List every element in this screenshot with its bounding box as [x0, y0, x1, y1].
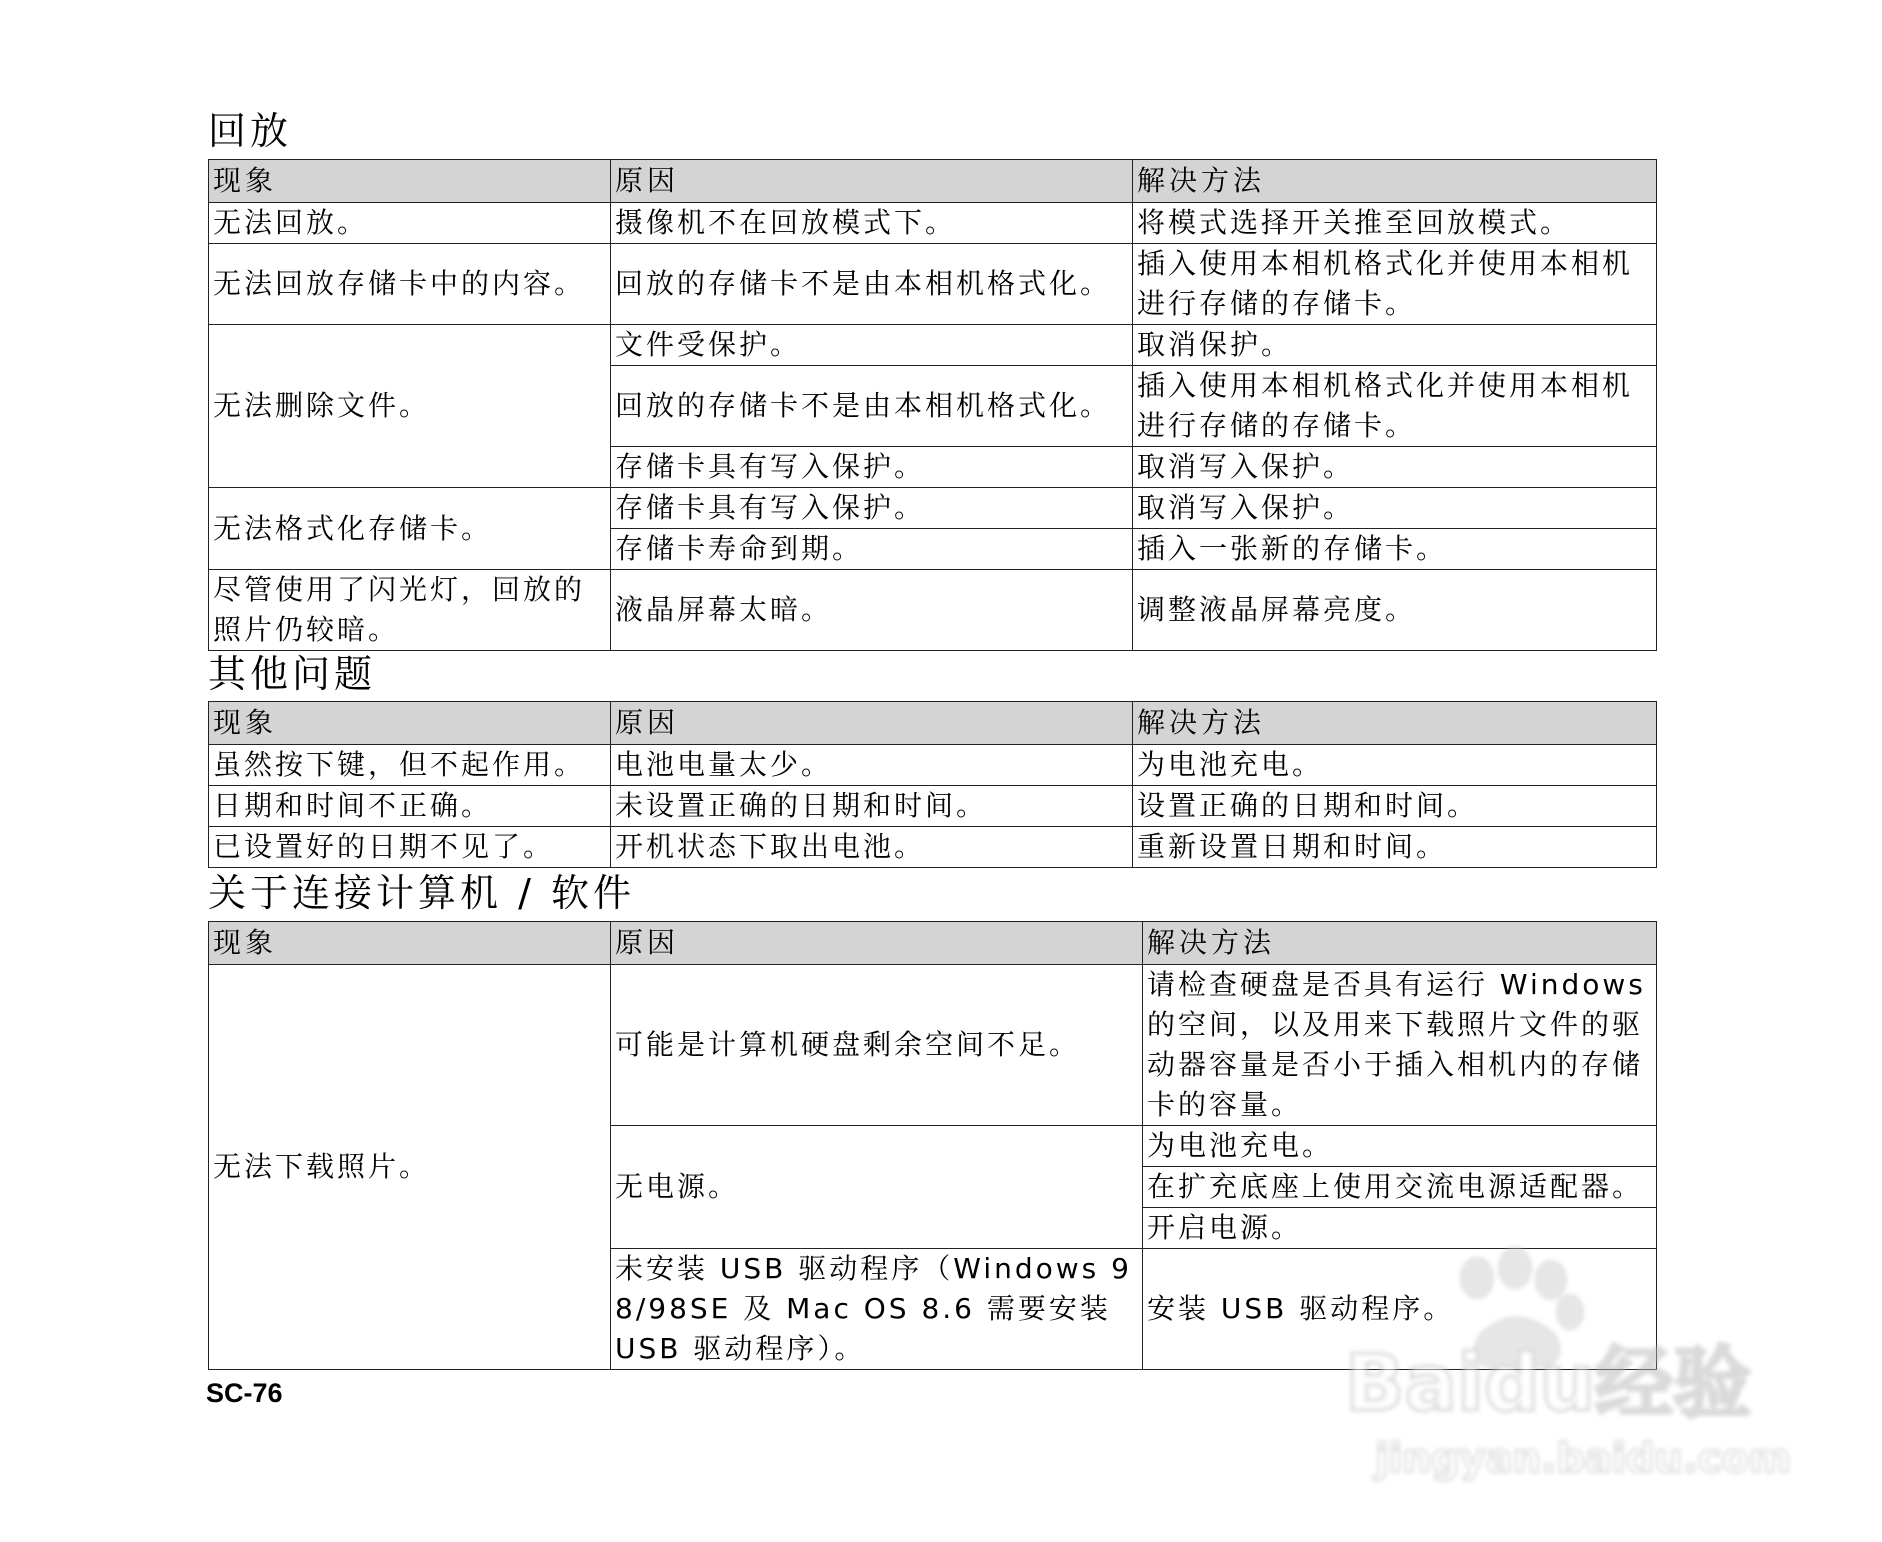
symptom-cell: 虽然按下键，但不起作用。: [209, 745, 611, 786]
cause-cell: 回放的存储卡不是由本相机格式化。: [611, 366, 1133, 447]
solution-cell: 取消保护。: [1133, 325, 1657, 366]
page-number: SC-76: [206, 1378, 283, 1408]
header-solution: 解决方法: [1133, 160, 1657, 203]
header-symptom: 现象: [209, 922, 611, 965]
table-header-row: [209, 922, 1657, 965]
cause-cell: 未设置正确的日期和时间。: [611, 786, 1133, 827]
solution-cell: 安装 USB 驱动程序。: [1143, 1249, 1657, 1370]
table-row: [209, 570, 1657, 651]
cause-cell: 存储卡具有写入保护。: [611, 488, 1133, 529]
table-row: [209, 488, 1657, 529]
solution-cell: 开启电源。: [1143, 1208, 1657, 1249]
solution-cell: 在扩充底座上使用交流电源适配器。: [1143, 1167, 1657, 1208]
header-solution: 解决方法: [1133, 702, 1657, 745]
solution-cell: 重新设置日期和时间。: [1133, 827, 1657, 868]
table-row: [209, 745, 1657, 786]
table-row: [209, 244, 1657, 325]
symptom-cell: 无法删除文件。: [209, 325, 611, 488]
solution-cell: 调整液晶屏幕亮度。: [1133, 570, 1657, 651]
watermark-logo: Baidu经验: [1345, 1339, 1752, 1429]
header-cause: 原因: [611, 702, 1133, 745]
table-row: [209, 827, 1657, 868]
cause-cell: 存储卡具有写入保护。: [611, 447, 1133, 488]
solution-cell: 请检查硬盘是否具有运行 Windows 的空间，以及用来下载照片文件的驱动器容量是否小于插入相机内的存储卡的容量。: [1143, 965, 1657, 1126]
cause-cell: 未安装 USB 驱动程序（Windows 98/98SE 及 Mac OS 8.6 需要安装 USB 驱动程序）。: [611, 1249, 1143, 1370]
symptom-cell: 无法格式化存储卡。: [209, 488, 611, 570]
solution-cell: 插入使用本相机格式化并使用本相机进行存储的存储卡。: [1133, 244, 1657, 325]
cause-cell: 可能是计算机硬盘剩余空间不足。: [611, 965, 1143, 1126]
cause-cell: 存储卡寿命到期。: [611, 529, 1133, 570]
playback-table: [208, 159, 1657, 651]
baidu-watermark: [1345, 1240, 1795, 1490]
table-row: [209, 965, 1657, 1126]
symptom-cell: 无法回放。: [209, 203, 611, 244]
table-row: [209, 203, 1657, 244]
solution-cell: 将模式选择开关推至回放模式。: [1133, 203, 1657, 244]
cause-cell: 无电源。: [611, 1126, 1143, 1249]
symptom-cell: 无法回放存储卡中的内容。: [209, 244, 611, 325]
solution-cell: 插入使用本相机格式化并使用本相机进行存储的存储卡。: [1133, 366, 1657, 447]
solution-cell: 取消写入保护。: [1133, 488, 1657, 529]
symptom-cell: 无法下载照片。: [209, 965, 611, 1370]
solution-cell: 为电池充电。: [1143, 1126, 1657, 1167]
cause-cell: 开机状态下取出电池。: [611, 827, 1133, 868]
cause-cell: 回放的存储卡不是由本相机格式化。: [611, 244, 1133, 325]
section-title-playback: 回放: [208, 109, 293, 153]
cause-cell: 液晶屏幕太暗。: [611, 570, 1133, 651]
solution-cell: 插入一张新的存储卡。: [1133, 529, 1657, 570]
section-title-computer: 关于连接计算机 / 软件: [208, 871, 635, 915]
solution-cell: 设置正确的日期和时间。: [1133, 786, 1657, 827]
cause-cell: 摄像机不在回放模式下。: [611, 203, 1133, 244]
table-row: [209, 325, 1657, 366]
header-symptom: 现象: [209, 702, 611, 745]
table-header-row: [209, 702, 1657, 745]
cause-cell: 文件受保护。: [611, 325, 1133, 366]
header-solution: 解决方法: [1143, 922, 1657, 965]
header-symptom: 现象: [209, 160, 611, 203]
section-title-other: 其他问题: [208, 652, 377, 696]
header-cause: 原因: [611, 922, 1143, 965]
solution-cell: 为电池充电。: [1133, 745, 1657, 786]
symptom-cell: 日期和时间不正确。: [209, 786, 611, 827]
table-row: [209, 786, 1657, 827]
symptom-cell: 尽管使用了闪光灯，回放的照片仍较暗。: [209, 570, 611, 651]
cause-cell: 电池电量太少。: [611, 745, 1133, 786]
header-cause: 原因: [611, 160, 1133, 203]
table-header-row: [209, 160, 1657, 203]
watermark-url: jingyan.baidu.com: [1375, 1436, 1791, 1482]
solution-cell: 取消写入保护。: [1133, 447, 1657, 488]
other-table: [208, 701, 1657, 868]
symptom-cell: 已设置好的日期不见了。: [209, 827, 611, 868]
